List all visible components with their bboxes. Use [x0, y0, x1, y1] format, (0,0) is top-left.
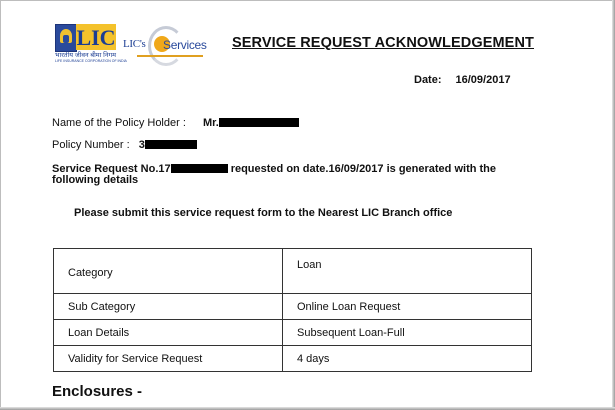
policy-holder-label: Name of the Policy Holder : [52, 117, 186, 129]
lic-wordmark: LIC [76, 25, 116, 50]
lic-emblem-icon [55, 24, 77, 52]
eservices-underline [137, 55, 203, 57]
request-description: requested on date.16/09/2017 is generated with the following details [52, 163, 497, 186]
table-row [54, 320, 532, 346]
policy-holder-salutation: Mr. [202, 117, 219, 129]
eservices-prefix: LIC's [123, 38, 146, 50]
row-value: Subsequent Loan-Full [283, 320, 532, 346]
redacted-policy-number [145, 140, 197, 149]
table-row [54, 294, 532, 320]
policy-number-row [52, 139, 197, 151]
service-request-text [52, 164, 532, 186]
table-row [54, 346, 532, 372]
row-label: Validity for Service Request [54, 346, 283, 372]
table-row [54, 249, 532, 294]
date-label: Date: [414, 74, 442, 86]
date-value: 16/09/2017 [455, 74, 511, 86]
document-title: SERVICE REQUEST ACKNOWLEDGEMENT [232, 35, 534, 51]
submission-instruction: Please submit this service request form to the Nearest LIC Branch office [74, 207, 453, 219]
row-value: Online Loan Request [283, 294, 532, 320]
policy-holder-value [203, 117, 299, 129]
policy-number-prefix: 3 [138, 139, 145, 151]
row-label: Category [54, 249, 283, 294]
redacted-request-number [171, 164, 228, 173]
request-number-prefix: Service Request No.17 [52, 163, 171, 175]
enclosures-heading: Enclosures - [52, 383, 143, 400]
request-details-table [53, 248, 532, 372]
policy-number-value [139, 139, 197, 151]
row-value: 4 days [283, 346, 532, 372]
row-value: Loan [283, 249, 532, 294]
policy-number-label: Policy Number : [52, 139, 130, 151]
lic-tagline-english: LIFE INSURANCE CORPORATION OF INDIA [55, 59, 127, 63]
lic-eservices-logo [123, 24, 205, 64]
redacted-holder-name [219, 118, 299, 127]
row-label: Loan Details [54, 320, 283, 346]
eservices-name: Services [163, 38, 207, 52]
date-row [414, 74, 511, 86]
policy-holder-row [52, 117, 299, 129]
lic-tagline-hindi: भारतीय जीवन बीमा निगम [55, 52, 117, 59]
lic-logo [55, 24, 127, 66]
row-label: Sub Category [54, 294, 283, 320]
